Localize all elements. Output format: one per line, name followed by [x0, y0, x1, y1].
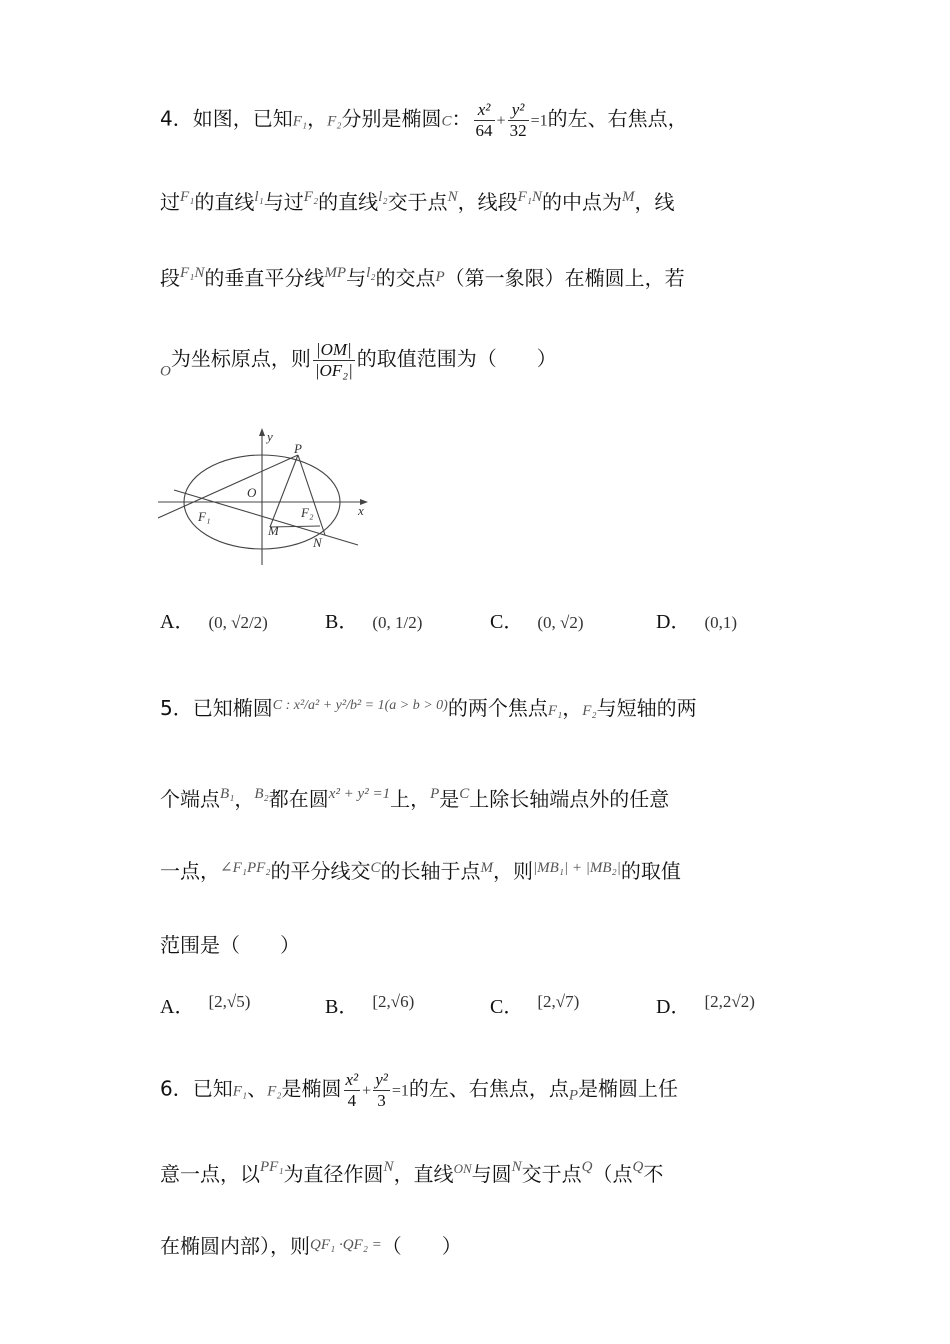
- q4-option-a[interactable]: [160, 605, 268, 634]
- math-f1: F₁: [232, 1083, 248, 1100]
- option-label: B．: [325, 611, 359, 633]
- math-mp: MP: [324, 265, 347, 281]
- math-c: C: [370, 860, 381, 876]
- label-f2: F₂: [301, 505, 314, 520]
- q4-text: 的左、右焦点，: [547, 106, 688, 131]
- fraction-om-of2: [313, 340, 355, 380]
- q4-text: 的取值范围为（ ）: [356, 346, 557, 371]
- ellipse-formula: C : x²/a² + y²/b² = 1(a > b > 0): [272, 698, 448, 713]
- q6-line-1: [160, 1070, 678, 1110]
- q6-number: 6．: [160, 1076, 193, 1101]
- option-value: [2,√7): [537, 992, 580, 1011]
- q6-text: 交于点: [521, 1162, 582, 1186]
- q6-text: 的左、右焦点，点: [408, 1076, 569, 1101]
- option-label: B．: [325, 996, 359, 1018]
- q4-line-3: [160, 266, 685, 288]
- circle-equation: x² + y² =1: [328, 786, 391, 802]
- math-q: Q: [632, 1159, 644, 1175]
- q6-text: （ ）: [381, 1234, 462, 1258]
- fraction-x2-64: [474, 100, 495, 140]
- math-l2: l₂: [366, 265, 376, 281]
- frac-num: y²: [375, 1070, 388, 1089]
- q5-text: 与短轴的两: [596, 696, 697, 720]
- q4-option-d[interactable]: [656, 605, 737, 634]
- q4-text: 分别是椭圆: [341, 106, 442, 131]
- math-f1n: F₁N: [180, 265, 205, 281]
- label-m: M: [268, 523, 279, 538]
- q5-option-b[interactable]: [325, 990, 414, 1019]
- q6-text: 为直径作圆: [283, 1162, 384, 1186]
- label-o: O: [247, 485, 257, 500]
- q5-text: 范围是（ ）: [160, 933, 300, 957]
- label-f1: F₁: [198, 509, 211, 524]
- math-b2: B₂: [254, 786, 269, 802]
- q4-text: 与过: [263, 190, 304, 214]
- q5-text: 的长轴于点: [380, 859, 481, 883]
- q6-text: ，直线: [393, 1162, 454, 1186]
- q5-line-2: [160, 787, 669, 809]
- q4-text: 的交点: [375, 266, 436, 290]
- q6-line-2: [160, 1160, 663, 1184]
- math-f2: F₂: [267, 1083, 282, 1100]
- q4-text: 与: [346, 266, 367, 290]
- math-expr: |MB₁| + |MB₂|: [533, 860, 621, 876]
- frac-den: 4: [347, 1090, 357, 1110]
- option-label: D．: [656, 611, 691, 633]
- math-p: P: [568, 1087, 579, 1104]
- q5-text: 的两个焦点: [447, 696, 548, 720]
- q4-text: 段: [160, 266, 180, 290]
- equals-one: =1: [391, 1082, 409, 1100]
- q4-text: （第一象限）在椭圆上，若: [444, 266, 685, 290]
- q5-line-3: [160, 861, 681, 881]
- option-value: (0,1): [704, 613, 738, 632]
- y-arrow-icon: [259, 428, 265, 436]
- math-c: C: [459, 786, 470, 802]
- q5-text: 是: [439, 787, 460, 811]
- option-label: D．: [656, 996, 691, 1018]
- q5-option-c[interactable]: [490, 990, 579, 1019]
- plus-sign: +: [496, 112, 506, 130]
- q5-text: 个端点: [160, 787, 220, 811]
- q6-text: 已知: [192, 1076, 233, 1101]
- q6-line-3: [160, 1236, 462, 1256]
- math-n: N: [447, 189, 458, 205]
- math-o: O: [160, 363, 171, 380]
- option-label: C．: [490, 611, 524, 633]
- q4-text: 过: [160, 190, 180, 214]
- q5-option-d[interactable]: [656, 990, 755, 1019]
- q4-line-4: [160, 340, 557, 380]
- q4-text: 的直线: [318, 190, 379, 214]
- label-y: y: [267, 429, 273, 444]
- label-n: N: [313, 535, 322, 550]
- math-f1n: F₁N: [517, 189, 542, 205]
- math-on: ON: [453, 1161, 472, 1176]
- q6-text: 不: [643, 1162, 664, 1186]
- q4-line-2: [160, 190, 674, 212]
- frac-den: 32: [509, 120, 527, 140]
- math-f2: F₂: [303, 189, 319, 205]
- math-l2: l₂: [378, 189, 388, 205]
- frac-num: y²: [508, 100, 529, 121]
- q4-text: 交于点: [387, 190, 448, 214]
- frac-den: 64: [475, 120, 493, 140]
- math-f1: F₁: [547, 703, 563, 719]
- math-p: P: [430, 786, 440, 802]
- q6-text: （点: [592, 1162, 633, 1186]
- fraction-x2-4: [344, 1070, 361, 1110]
- q6-text: 是椭圆: [281, 1076, 342, 1101]
- math-m: M: [480, 860, 494, 876]
- q6-text: 是椭圆上任: [578, 1076, 679, 1101]
- option-label: A．: [160, 996, 195, 1018]
- option-value: [2,√5): [208, 992, 251, 1011]
- q5-number: 5．: [160, 696, 193, 720]
- q5-text: 的平分线交: [270, 859, 371, 883]
- option-label: A．: [160, 611, 195, 633]
- q4-text: ，线: [634, 190, 675, 214]
- math-c: C: [441, 113, 452, 130]
- frac-num: x²: [474, 100, 495, 121]
- math-f1: F₁: [292, 113, 308, 130]
- q4-text: 为坐标原点，则: [170, 346, 311, 371]
- q6-text: 、: [247, 1076, 268, 1101]
- math-f2: F₂: [582, 703, 597, 719]
- math-angle: ∠F₁PF₂: [220, 860, 271, 876]
- q5-text: 一点，: [160, 859, 220, 883]
- math-n: N: [511, 1159, 522, 1175]
- math-n: N: [383, 1159, 394, 1175]
- math-f2: F₂: [327, 113, 342, 130]
- option-value: (0, √2): [537, 613, 584, 632]
- label-p: P: [294, 441, 302, 456]
- q4-text: 如图，已知: [192, 106, 293, 131]
- q5-line-1: [160, 698, 697, 719]
- frac-den: 3: [377, 1090, 386, 1110]
- q5-text: 已知椭圆: [192, 696, 273, 720]
- q5-text: ，: [562, 696, 583, 720]
- option-value: (0, 1/2): [372, 613, 423, 632]
- q6-text: 意一点，以: [160, 1162, 260, 1186]
- math-p: P: [435, 269, 445, 285]
- q6-text: 在椭圆内部），则: [160, 1234, 310, 1258]
- q6-text: 与圆: [471, 1162, 512, 1186]
- q5-text: 上，: [390, 787, 431, 811]
- q4-text: 的直线: [194, 190, 255, 214]
- math-l1: l₁: [254, 189, 264, 205]
- q5-text: ，: [234, 787, 255, 811]
- q4-text: ，: [307, 106, 328, 131]
- option-value: (0, √2/2): [208, 613, 268, 632]
- equals-one: =1: [530, 112, 548, 130]
- q4-text: ，线段: [457, 190, 518, 214]
- q4-text: ：: [451, 106, 472, 131]
- frac-num: |OM|: [313, 340, 355, 361]
- q4-line-1: [160, 100, 688, 140]
- q4-text: 的垂直平分线: [204, 266, 325, 290]
- math-b1: B₁: [220, 786, 235, 802]
- q5-line-4: [160, 935, 300, 955]
- option-value: [2,√6): [372, 992, 415, 1011]
- plus-sign: +: [362, 1082, 372, 1100]
- math-m: M: [621, 189, 635, 205]
- fraction-y2-3: [373, 1070, 390, 1110]
- ellipse-diagram: [158, 425, 373, 570]
- q5-text: 上除长轴端点外的任意: [469, 787, 670, 811]
- q5-text: ，则: [493, 859, 534, 883]
- q5-option-a[interactable]: [160, 990, 250, 1019]
- line-l2: [298, 455, 325, 535]
- option-label: C．: [490, 996, 524, 1018]
- math-pf1: PF₁: [260, 1159, 284, 1175]
- frac-num: x²: [345, 1070, 359, 1089]
- q4-option-c[interactable]: [490, 605, 584, 634]
- q4-text: 的中点为: [541, 190, 622, 214]
- math-f1: F₁: [180, 189, 195, 205]
- fraction-y2-32: [508, 100, 529, 140]
- q4-number: 4．: [160, 106, 193, 131]
- label-x: x: [358, 503, 364, 518]
- option-value: [2,2√2): [704, 992, 755, 1011]
- math-q: Q: [581, 1159, 593, 1175]
- q5-text: 都在圆: [268, 787, 329, 811]
- frac-den: |OF₂|: [314, 360, 353, 380]
- math-dot-product: QF₁ ·QF₂ =: [310, 1237, 382, 1253]
- q4-option-b[interactable]: [325, 605, 422, 634]
- q5-text: 的取值: [620, 859, 681, 883]
